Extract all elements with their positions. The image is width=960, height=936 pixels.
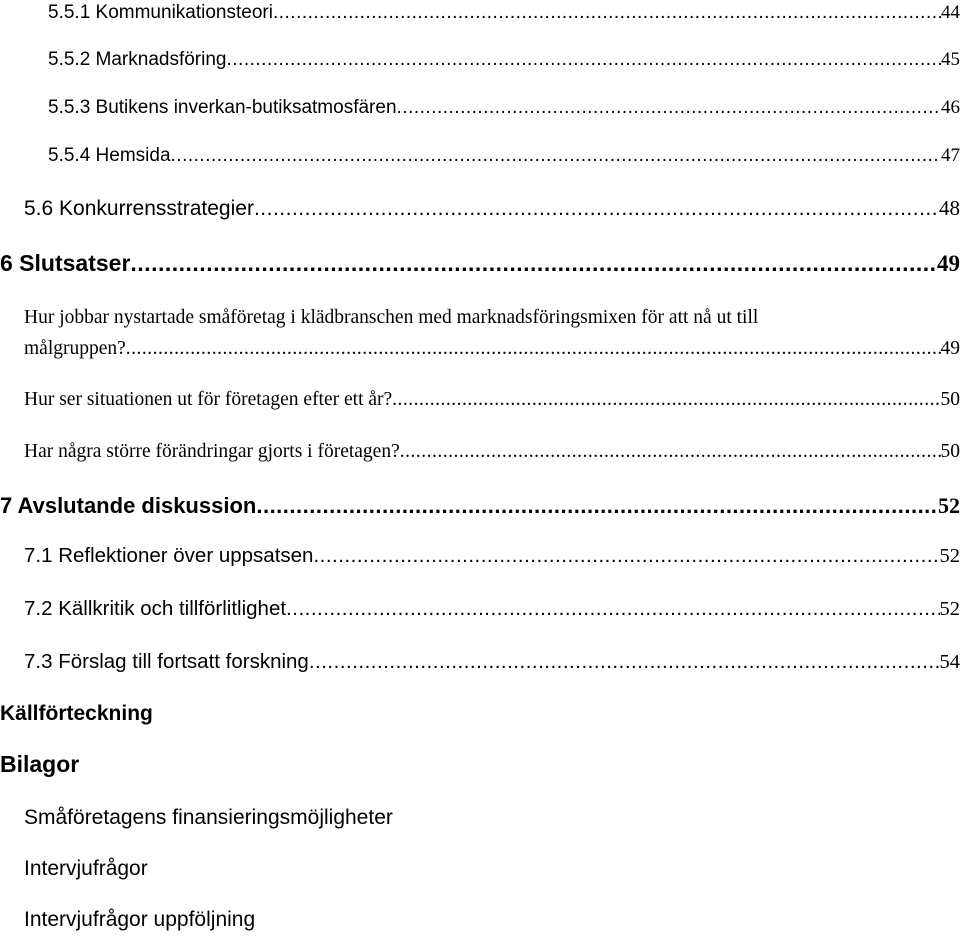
- toc-dot-leader: [130, 250, 937, 277]
- toc-entry-title: 5.5.2 Marknadsföring: [48, 49, 227, 70]
- toc-entry-title: Har några större förändringar gjorts i företagen?: [24, 441, 400, 462]
- toc-page-number: 48: [939, 196, 960, 220]
- toc-dot-leader: [254, 197, 939, 221]
- toc-dot-leader: [171, 145, 941, 167]
- toc-entry-title: 7.3 Förslag till fortsatt forskning: [24, 650, 309, 673]
- toc-page-number: 52: [939, 598, 960, 620]
- toc-dot-leader: [273, 2, 941, 24]
- toc-page-number: 47: [941, 145, 960, 166]
- toc-dot-leader: [286, 597, 939, 621]
- toc-entry[interactable]: [24, 441, 960, 463]
- toc-page-number: 49: [937, 251, 960, 276]
- toc-entry[interactable]: [24, 389, 960, 411]
- toc-dot-leader: [256, 493, 938, 519]
- toc-dot-leader: [309, 650, 940, 674]
- toc-dot-leader: [392, 389, 940, 411]
- toc-dot-leader: [126, 338, 941, 360]
- toc-entry[interactable]: [24, 544, 960, 568]
- toc-appendix-item[interactable]: Småföretagens finansieringsmöjligheter: [24, 806, 393, 829]
- toc-entry-title: 5.5.4 Hemsida: [48, 145, 171, 166]
- toc-entry-title: 7.1 Reflektioner över uppsatsen: [24, 544, 314, 567]
- toc-page-number: 45: [941, 49, 960, 70]
- toc-entry-title-line1: Hur jobbar nystartade småföretag i klädbranschen med marknadsföringsmixen för att nå ut till: [24, 307, 759, 328]
- toc-chapter-entry[interactable]: [0, 493, 960, 519]
- toc-entry[interactable]: [48, 49, 960, 71]
- toc-heading-appendices[interactable]: Bilagor: [0, 751, 80, 777]
- toc-entry[interactable]: [24, 650, 960, 674]
- toc-appendix-item[interactable]: Intervjufrågor uppföljning: [24, 908, 256, 931]
- toc-dot-leader: [313, 544, 939, 568]
- toc-entry-title-line2: målgruppen?: [24, 338, 126, 359]
- toc-dot-leader: [227, 49, 942, 71]
- toc-heading-references[interactable]: Källförteckning: [0, 702, 153, 725]
- toc-page-number: 49: [940, 338, 960, 359]
- toc-page-number: 52: [938, 493, 960, 518]
- toc-entry-title: 7.2 Källkritik och tillförlitlighet: [24, 597, 287, 620]
- toc-entry-title: Hur ser situationen ut för företagen efter ett år?: [24, 389, 393, 410]
- toc-page-number: 50: [940, 441, 960, 462]
- toc-entry[interactable]: [48, 145, 960, 167]
- toc-entry-title: 6 Slutsatser: [0, 250, 131, 276]
- toc-page-number: 54: [939, 651, 960, 673]
- toc-entry[interactable]: [24, 196, 960, 221]
- toc-entry[interactable]: [48, 97, 960, 119]
- toc-dot-leader: [400, 441, 941, 463]
- toc-entry[interactable]: [24, 597, 960, 621]
- toc-dot-leader: [397, 97, 941, 119]
- toc-page-number: 52: [939, 545, 960, 567]
- toc-page-number: 44: [941, 2, 960, 23]
- toc-page-number: 50: [940, 389, 960, 410]
- toc-entry[interactable]: [48, 2, 960, 24]
- toc-entry[interactable]: [24, 338, 960, 360]
- toc-entry-title: 5.5.1 Kommunikationsteori: [48, 2, 273, 23]
- toc-entry-title: 5.5.3 Butikens inverkan-butiksatmosfären: [48, 97, 397, 118]
- toc-page-number: 46: [941, 97, 960, 118]
- toc-appendix-item[interactable]: Intervjufrågor: [24, 857, 148, 880]
- toc-entry-title: 5.6 Konkurrensstrategier: [24, 197, 254, 220]
- toc-entry-title: 7 Avslutande diskussion: [0, 493, 257, 518]
- toc-chapter-entry[interactable]: [0, 250, 960, 277]
